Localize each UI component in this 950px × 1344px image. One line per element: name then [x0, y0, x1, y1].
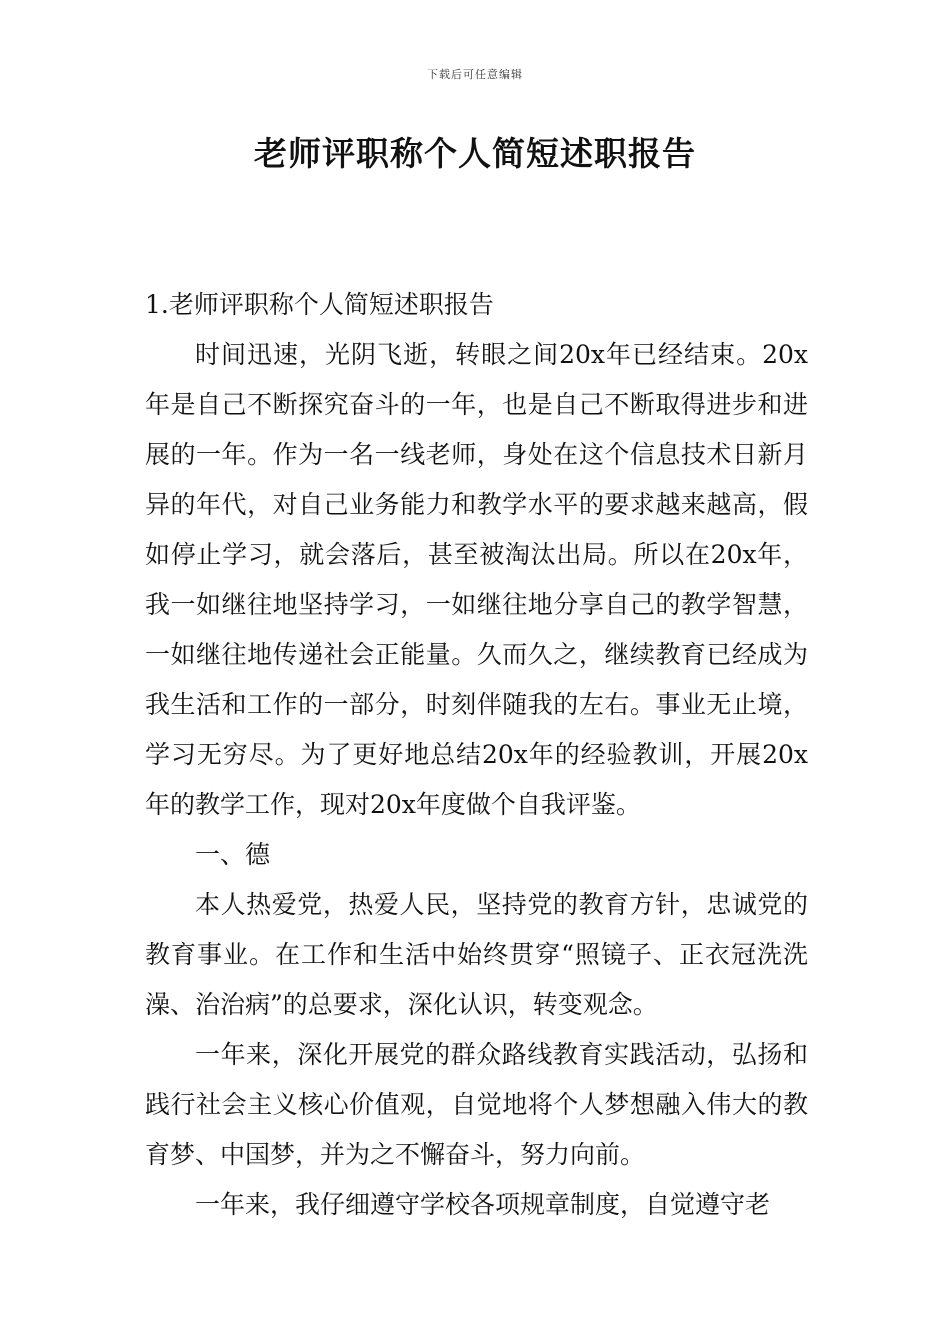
paragraph-rules: 一年来，我仔细遵守学校各项规章制度，自觉遵守老 — [195, 1190, 771, 1219]
paragraph-virtue: 本人热爱党，热爱人民，坚持党的教育方针，忠诚党的教育事业。在工作和生活中始终贯穿“照镜子、正衣冠洗洗澡、治治病”的总要求，深化认识，转变观念。 — [145, 890, 808, 1019]
paragraph-virtue-heading: 一、德 — [195, 840, 271, 869]
paragraph-practice: 一年来，深化开展党的群众路线教育实践活动，弘扬和践行社会主义核心价值观，自觉地将个人梦想融入伟大的教育梦、中国梦，并为之不懈奋斗，努力向前。 — [145, 1040, 808, 1169]
document-body — [145, 280, 808, 1230]
header-note: 下载后可任意编辑 — [427, 68, 523, 81]
document-title: 老师评职称个人简短述职报告 — [254, 134, 696, 173]
paragraph-intro: 时间迅速，光阴飞逝，转眼之间20x年已经结束。20x年是自己不断探究奋斗的一年，也是自己不断取得进步和进展的一年。作为一名一线老师，身处在这个信息技术日新月异的年代，对自己业务能力和教学水平的要求越来越高，假如停止学习，就会落后，甚至被淘汰出局。所以在20x年，我一如继往地坚持学习，一如继往地分享自己的教学智慧，一如继往地传递社会正能量。久而久之，继续教育已经成为我生活和工作的一部分，时刻伴随我的左右。事业无止境，学习无穷尽。为了更好地总结20x年的经验教训，开展20x年的教学工作，现对20x年度做个自我评鉴。 — [145, 340, 808, 819]
section-heading: 1.老师评职称个人简短述职报告 — [145, 290, 494, 319]
